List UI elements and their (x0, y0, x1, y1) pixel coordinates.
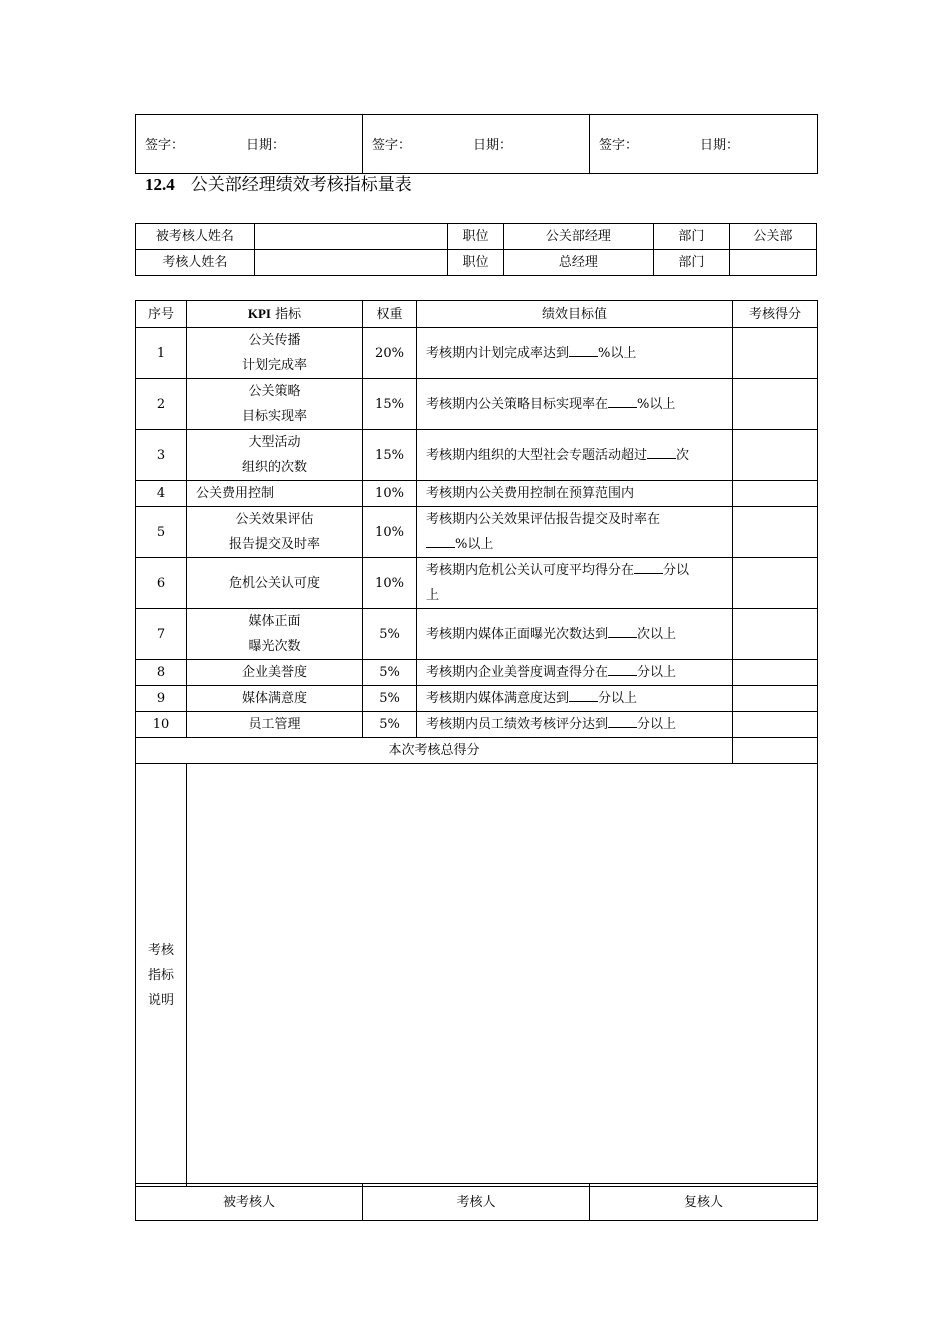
table-row (136, 609, 818, 660)
row-weight: 10% (363, 481, 417, 507)
footer-appraisee[interactable]: 被考核人 (136, 1184, 363, 1221)
fill-blank[interactable] (634, 560, 663, 574)
position-label: 职位 (448, 250, 504, 276)
date-label: 日期： (473, 138, 513, 153)
header-kpi-bold: KPI (247, 306, 271, 321)
date-label: 日期： (700, 138, 740, 153)
fill-blank[interactable] (608, 662, 637, 676)
row-kpi (187, 379, 363, 430)
kpi-table (135, 300, 818, 1187)
position-value: 总经理 (503, 250, 653, 276)
row-target (417, 558, 733, 609)
row-target (417, 430, 733, 481)
header-score: 考核得分 (733, 301, 818, 328)
kpi-line-2: 组织的次数 (241, 460, 307, 475)
target-text: 考核期内公关策略目标实现率在 (426, 396, 609, 412)
row-weight: 5% (363, 609, 417, 660)
row-score[interactable] (733, 712, 818, 738)
row-weight: 10% (363, 558, 417, 609)
fill-blank[interactable] (608, 394, 637, 408)
section-heading (145, 174, 412, 196)
row-no: 2 (136, 379, 187, 430)
row-score[interactable] (733, 430, 818, 481)
target-suffix: 分以上 (637, 665, 677, 680)
row-target (417, 507, 733, 558)
kpi-line-1: 媒体正面 (248, 614, 301, 629)
row-weight: 5% (363, 660, 417, 686)
target-suffix: %以上 (455, 537, 494, 552)
target-suffix: 次 (676, 447, 690, 463)
notes-content[interactable] (187, 764, 818, 1187)
kpi-line-1: 公关效果评估 (235, 512, 314, 527)
target-text: 考核期内计划完成率达到 (426, 345, 570, 361)
target-suffix: 分以上 (598, 691, 638, 706)
signature-row (136, 115, 818, 174)
row-target: 考核期内公关费用控制在预算范围内 (417, 481, 733, 507)
row-no: 7 (136, 609, 187, 660)
row-kpi (187, 328, 363, 379)
footer-appraiser[interactable]: 考核人 (363, 1184, 590, 1221)
kpi-line-1: 公关策略 (248, 384, 301, 399)
info-row-appraisee (136, 224, 817, 250)
row-target (417, 609, 733, 660)
row-target (417, 328, 733, 379)
target-text: 考核期内组织的大型社会专题活动超过 (426, 447, 648, 463)
table-row (136, 712, 818, 738)
header-kpi (187, 301, 363, 328)
kpi-header-row (136, 301, 818, 328)
department-label: 部门 (654, 224, 730, 250)
kpi-line-2: 曝光次数 (248, 639, 301, 654)
department-value[interactable] (729, 250, 816, 276)
total-row (136, 738, 818, 764)
table-row (136, 660, 818, 686)
fill-blank[interactable] (608, 714, 637, 728)
row-no: 4 (136, 481, 187, 507)
section-title: 公关部经理绩效考核指标量表 (190, 175, 412, 195)
row-score[interactable] (733, 609, 818, 660)
appraisee-name-label: 被考核人姓名 (136, 224, 255, 250)
target-text-cont: 上 (426, 588, 440, 603)
table-row (136, 430, 818, 481)
row-no: 10 (136, 712, 187, 738)
row-weight: 15% (363, 430, 417, 481)
target-suffix: 分以上 (637, 717, 677, 732)
target-text: 考核期内危机公关认可度平均得分在 (426, 563, 635, 578)
fill-blank[interactable] (569, 688, 598, 702)
row-no: 8 (136, 660, 187, 686)
header-weight: 权重 (363, 301, 417, 328)
info-table (135, 223, 817, 276)
signature-cell-1[interactable] (136, 115, 363, 174)
row-score[interactable] (733, 686, 818, 712)
info-row-appraiser (136, 250, 817, 276)
position-label: 职位 (448, 224, 504, 250)
row-weight: 20% (363, 328, 417, 379)
notes-label-line-3: 说明 (147, 992, 174, 1008)
fill-blank[interactable] (608, 624, 637, 638)
row-score[interactable] (733, 379, 818, 430)
row-weight: 15% (363, 379, 417, 430)
row-weight: 5% (363, 712, 417, 738)
row-target (417, 660, 733, 686)
date-label: 日期： (246, 138, 286, 153)
appraiser-name-label: 考核人姓名 (136, 250, 255, 276)
kpi-line-2: 目标实现率 (241, 409, 307, 424)
target-text: 考核期内公关效果评估报告提交及时率在 (426, 512, 661, 527)
row-target (417, 686, 733, 712)
notes-label-line-2: 指标 (147, 967, 174, 983)
row-kpi: 危机公关认可度 (187, 558, 363, 609)
table-row (136, 379, 818, 430)
row-weight: 5% (363, 686, 417, 712)
target-suffix: %以上 (637, 396, 676, 412)
row-score[interactable] (733, 481, 818, 507)
row-weight: 10% (363, 507, 417, 558)
department-label: 部门 (654, 250, 730, 276)
row-kpi: 企业美誉度 (187, 660, 363, 686)
target-text: 考核期内媒体满意度达到 (426, 691, 570, 706)
kpi-line-1: 大型活动 (248, 435, 301, 450)
signature-cell-3[interactable] (590, 115, 818, 174)
row-score[interactable] (733, 328, 818, 379)
section-number: 12.4 (145, 175, 175, 194)
header-no: 序号 (136, 301, 187, 328)
row-no: 9 (136, 686, 187, 712)
target-text: 考核期内员工绩效考核评分达到 (426, 717, 609, 732)
signature-cell-2[interactable] (363, 115, 590, 174)
row-target (417, 712, 733, 738)
row-no: 6 (136, 558, 187, 609)
position-value: 公关部经理 (503, 224, 653, 250)
target-suffix: 分以 (663, 563, 690, 578)
sign-label: 签字： (145, 138, 185, 153)
signature-table (135, 114, 818, 174)
row-kpi: 媒体满意度 (187, 686, 363, 712)
row-kpi (187, 507, 363, 558)
notes-label (136, 764, 187, 1187)
row-kpi: 公关费用控制 (187, 481, 363, 507)
row-score[interactable] (733, 660, 818, 686)
row-score[interactable] (733, 558, 818, 609)
kpi-line-2: 报告提交及时率 (228, 537, 320, 552)
fill-blank[interactable] (426, 534, 455, 548)
row-score[interactable] (733, 507, 818, 558)
target-text: 考核期内企业美誉度调查得分在 (426, 665, 609, 680)
footer-table (135, 1183, 818, 1221)
row-target (417, 379, 733, 430)
footer-row (136, 1184, 818, 1221)
target-text: 考核期内媒体正面曝光次数达到 (426, 626, 609, 642)
kpi-line-1: 公关传播 (248, 333, 301, 348)
target-suffix: 次以上 (637, 626, 677, 642)
appraiser-name-value[interactable] (254, 250, 447, 276)
footer-reviewer[interactable]: 复核人 (590, 1184, 818, 1221)
row-kpi: 员工管理 (187, 712, 363, 738)
table-row (136, 558, 818, 609)
total-label: 本次考核总得分 (136, 738, 733, 764)
table-row (136, 328, 818, 379)
kpi-line-2: 计划完成率 (241, 358, 307, 373)
row-no: 5 (136, 507, 187, 558)
row-no: 3 (136, 430, 187, 481)
fill-blank[interactable] (647, 445, 676, 459)
header-kpi-rest: 指标 (270, 307, 302, 322)
row-no: 1 (136, 328, 187, 379)
row-kpi (187, 609, 363, 660)
appraisee-name-value[interactable] (254, 224, 447, 250)
row-kpi (187, 430, 363, 481)
target-suffix: %以上 (598, 345, 637, 361)
table-row (136, 507, 818, 558)
fill-blank[interactable] (569, 343, 598, 357)
notes-label-line-1: 考核 (147, 942, 174, 958)
notes-row (136, 764, 818, 1187)
sign-label: 签字： (599, 138, 639, 153)
department-value: 公关部 (729, 224, 816, 250)
table-row (136, 481, 818, 507)
total-score[interactable] (733, 738, 818, 764)
sign-label: 签字： (372, 138, 412, 153)
table-row (136, 686, 818, 712)
header-target: 绩效目标值 (417, 301, 733, 328)
